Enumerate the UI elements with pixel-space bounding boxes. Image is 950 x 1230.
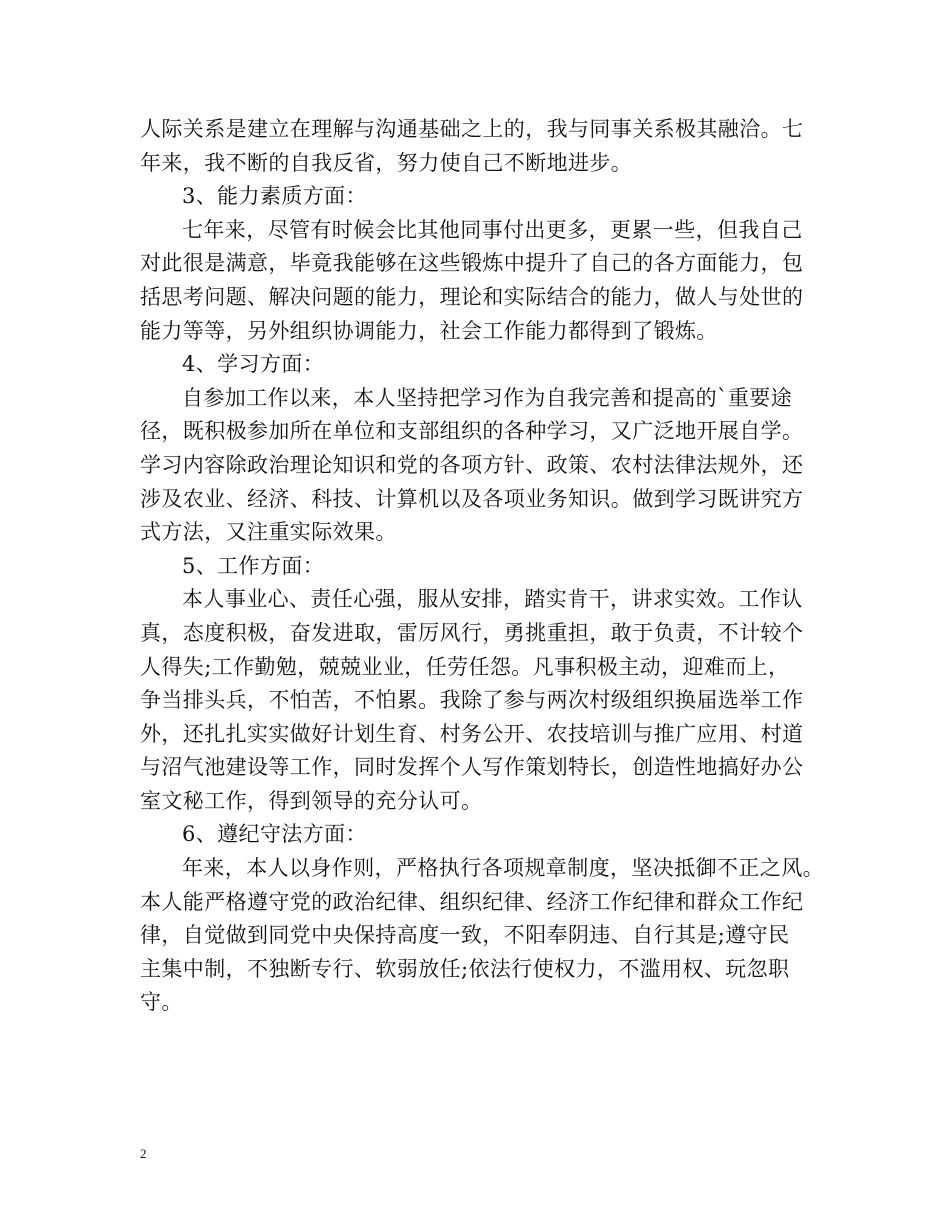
text-line: 自参加工作以来，本人坚持把学习作为自我完善和提高的`重要途 xyxy=(182,385,793,410)
text-line: 径，既积极参加所在单位和支部组织的各种学习，又广泛地开展自学。 xyxy=(140,419,804,444)
text-line: 对此很是满意，毕竟我能够在这些锻炼中提升了自己的各方面能力，包 xyxy=(140,251,804,276)
text-line: 涉及农业、经济、科技、计算机以及各项业务知识。做到学习既讲究方 xyxy=(140,486,804,511)
text-line: 七年来，尽管有时候会比其他同事付出更多，更累一些，但我自己 xyxy=(182,217,803,242)
text-line: 与沼气池建设等工作，同时发挥个人写作策划特长，创造性地搞好办公 xyxy=(140,755,804,780)
text-line: 主集中制，不独断专行、软弱放任;依法行使权力，不滥用权、玩忽职 xyxy=(140,956,790,981)
page-number: 2 xyxy=(140,1146,147,1161)
text-line: 3、能力素质方面： xyxy=(182,184,367,209)
text-line: 人得失;工作勤勉，兢兢业业，任劳任怨。凡事积极主动，迎难而上， xyxy=(140,654,790,679)
text-line: 4、学习方面： xyxy=(182,352,325,377)
text-line: 括思考问题、解决问题的能力，理论和实际结合的能力，做人与处世的 xyxy=(140,284,804,309)
text-line: 5、工作方面： xyxy=(182,553,325,578)
text-line: 真，态度积极，奋发进取，雷厉风行，勇挑重担，敢于负责，不计较个 xyxy=(140,620,804,645)
text-line: 本人能严格遵守党的政治纪律、组织纪律、经济工作纪律和群众工作纪 xyxy=(140,889,804,914)
text-line: 人际关系是建立在理解与沟通基础之上的，我与同事关系极其融洽。七 xyxy=(140,117,804,141)
text-line: 年来，我不断的自我反省，努力使自己不断地进步。 xyxy=(140,150,633,175)
text-line: 律，自觉做到同党中央保持高度一致，不阳奉阴违、自行其是;遵守民 xyxy=(140,923,790,948)
text-line: 6、遵纪守法方面： xyxy=(182,822,367,847)
text-line: 能力等等，另外组织协调能力，社会工作能力都得到了锻炼。 xyxy=(140,318,718,343)
text-line: 外，还扎扎实实做好计划生育、村务公开、农技培训与推广应用、村道 xyxy=(140,721,804,746)
text-line: 本人事业心、责任心强，服从安排，踏实肯干，讲求实效。工作认 xyxy=(182,587,803,612)
document-body xyxy=(140,113,824,1020)
text-line: 式方法，又注重实际效果。 xyxy=(140,520,397,545)
text-line: 守。 xyxy=(140,990,183,1015)
text-line: 学习内容除政治理论知识和党的各项方针、政策、农村法律法规外，还 xyxy=(140,452,804,477)
text-line: 室文秘工作，得到领导的充分认可。 xyxy=(140,788,483,813)
text-line: 争当排头兵，不怕苦，不怕累。我除了参与两次村级组织换届选举工作 xyxy=(140,688,804,713)
text-line: 年来，本人以身作则，严格执行各项规章制度，坚决抵御不正之风。 xyxy=(182,856,824,881)
